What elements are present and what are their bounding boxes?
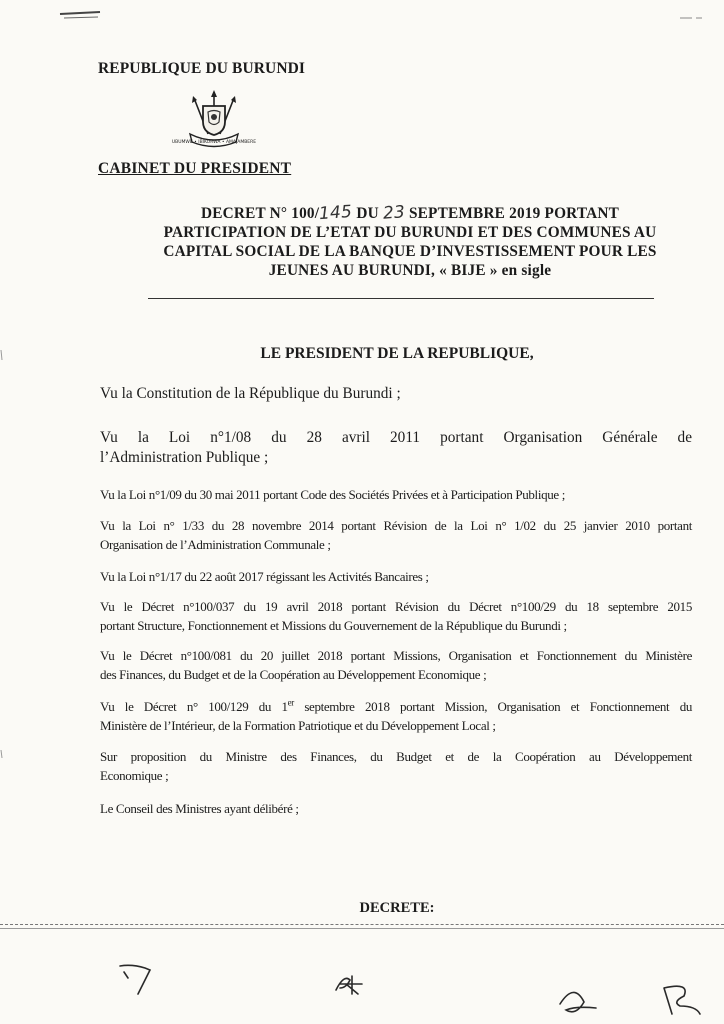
visa-decret-100-081: Vu le Décret n°100/081 du 20 juillet 2018 portant Missions, Organisation et Fonctionnement du Ministère des Finances, du Budget et de la Coopération au Développement Economique ; <box>100 648 692 682</box>
initial-mark-4 <box>664 986 700 1014</box>
coat-of-arms-icon <box>171 88 257 150</box>
title-divider <box>148 298 654 299</box>
visa-constitution: Vu la Constitution de la République du Burundi ; <box>100 385 401 402</box>
visa-decret-100-129: Vu le Décret n° 100/129 du 1er septembre 2018 portant Mission, Organisation et Fonctionnement du Ministère de l’Intérieur, de la Formation Patriotique et du Développement Local ; <box>100 697 693 733</box>
visa-decret-100-037: Vu le Décret n°100/037 du 19 avril 2018 portant Révision du Décret n°100/29 du 18 septembre 2015 portant Structure, Fonctionnement et Missions du Gouvernement de la République du Burundi ; <box>100 599 692 633</box>
visa-loi-1-33: Vu la Loi n° 1/33 du 28 novembre 2014 portant Révision de la Loi n° 1/02 du 25 janvier 2010 portant Organisation de l’Administration Communale ; <box>100 518 692 552</box>
footer-rule-dashed <box>0 924 724 925</box>
title-prefix: DECRET N° 100/ <box>200 205 320 222</box>
initial-mark-1 <box>120 965 150 994</box>
handwritten-number: 145 <box>318 201 353 225</box>
visa-loi-1-17: Vu la Loi n°1/17 du 22 août 2017 régissant les Activités Bancaires ; <box>100 569 429 584</box>
sur-proposition: Sur proposition du Ministre des Finances, du Budget et de la Coopération au Développement Economique ; <box>100 749 692 783</box>
initial-mark-2 <box>336 976 362 994</box>
title-line-1 <box>130 201 690 225</box>
handwritten-day: 23 <box>382 202 406 224</box>
title-mid: DU <box>356 205 379 222</box>
president-heading: LE PRESIDENT DE LA REPUBLIQUE, <box>260 345 534 362</box>
decree-title <box>130 201 690 280</box>
scan-edge-marks <box>0 300 6 760</box>
scan-marks-top <box>0 0 724 40</box>
conseil-ministres: Le Conseil des Ministres ayant délibéré ; <box>100 801 299 816</box>
title-line-2: PARTICIPATION DE L’ETAT DU BURUNDI ET DES COMMUNES AU <box>163 224 657 241</box>
decrete-heading: DECRETE: <box>359 900 435 916</box>
initial-mark-3 <box>560 992 596 1011</box>
footer-rule <box>0 928 724 929</box>
visa-loi-1-08: Vu la Loi n°1/08 du 28 avril 2011 portant Organisation Générale de l’Administration Publique ; <box>100 429 692 466</box>
title-line1-rest: SEPTEMBRE 2019 PORTANT <box>408 205 620 222</box>
title-line-4: JEUNES AU BURUNDI, « BIJE » en sigle <box>268 262 552 279</box>
header-republic: REPUBLIQUE DU BURUNDI <box>98 60 306 77</box>
handwritten-initials <box>0 944 724 1024</box>
title-line-3: CAPITAL SOCIAL DE LA BANQUE D’INVESTISSEMENT POUR LES <box>163 243 657 260</box>
header-cabinet: CABINET DU PRESIDENT <box>98 160 292 177</box>
emblem-motto: UBUMWE • IBIKORWA • AMAJAMBERE <box>171 140 257 145</box>
visa-loi-1-09: Vu la Loi n°1/09 du 30 mai 2011 portant Code des Sociétés Privées et à Participation Publique ; <box>100 487 565 502</box>
